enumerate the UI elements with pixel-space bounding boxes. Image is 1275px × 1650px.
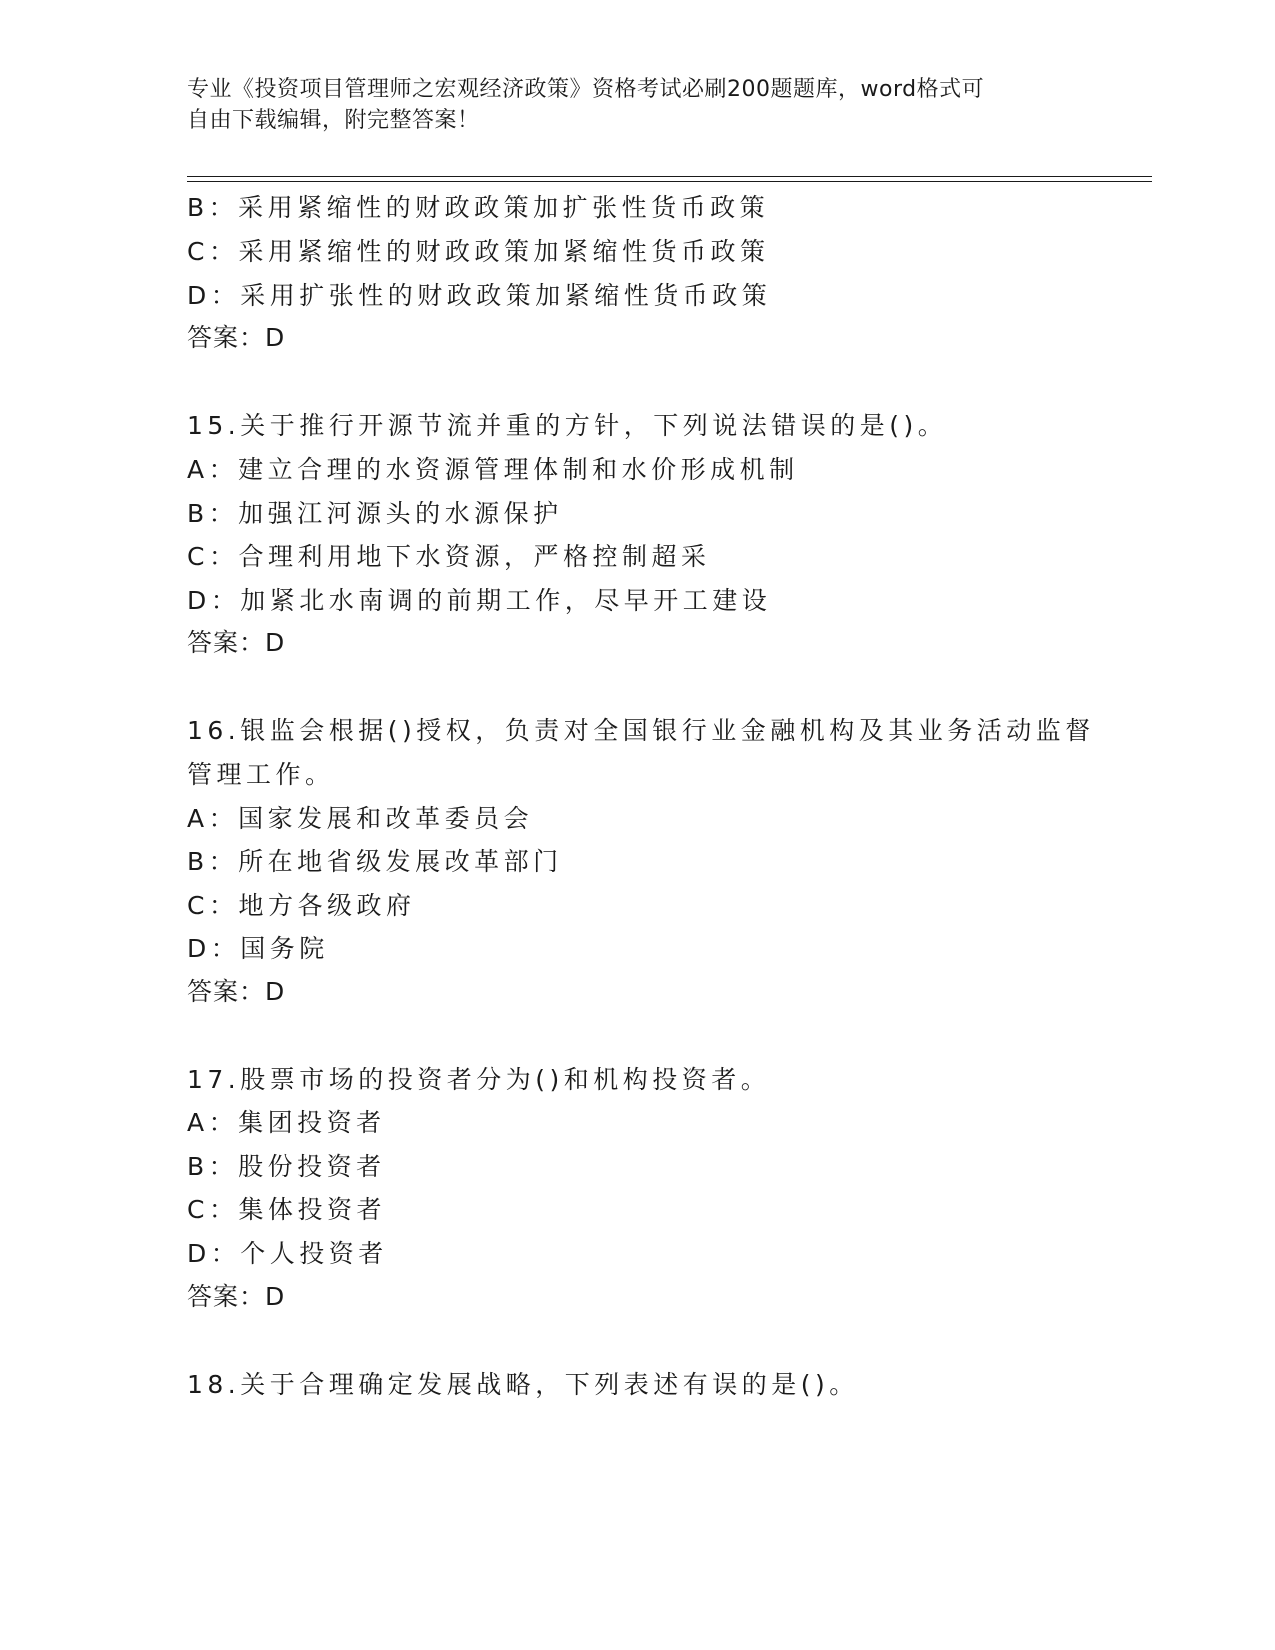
- question-17-option-c: C：集体投资者: [187, 1195, 386, 1224]
- prev-answer: 答案：D: [187, 323, 286, 352]
- header-line-1: 专业《投资项目管理师之宏观经济政策》资格考试必刷200题题库，word格式可: [187, 77, 985, 102]
- question-17-option-a: A：集团投资者: [187, 1108, 386, 1137]
- question-16-stem-cont: 管理工作。: [187, 760, 335, 789]
- header-divider-top: [187, 176, 1152, 177]
- question-15-stem: 15.关于推行开源节流并重的方针，下列说法错误的是()。: [187, 411, 948, 440]
- question-16-stem: 16.银监会根据()授权，负责对全国银行业金融机构及其业务活动监督: [187, 716, 1095, 745]
- question-17-option-b: B：股份投资者: [187, 1152, 386, 1181]
- question-16-answer: 答案：D: [187, 977, 286, 1006]
- prev-option-c: C：采用紧缩性的财政政策加紧缩性货币政策: [187, 237, 770, 266]
- question-16-option-d: D：国务院: [187, 934, 329, 963]
- question-17-answer: 答案：D: [187, 1282, 286, 1311]
- prev-option-b: B：采用紧缩性的财政政策加扩张性货币政策: [187, 193, 770, 222]
- document-header: [187, 74, 1087, 136]
- question-15-answer: 答案：D: [187, 628, 286, 657]
- question-16-option-b: B：所在地省级发展改革部门: [187, 847, 563, 876]
- header-divider-bottom: [187, 181, 1152, 182]
- question-18-stem: 18.关于合理确定发展战略，下列表述有误的是()。: [187, 1370, 859, 1399]
- question-16-option-a: A：国家发展和改革委员会: [187, 804, 534, 833]
- question-15-option-d: D：加紧北水南调的前期工作，尽早开工建设: [187, 586, 772, 615]
- question-15-option-c: C：合理利用地下水资源，严格控制超采: [187, 542, 711, 571]
- question-17-stem: 17.股票市场的投资者分为()和机构投资者。: [187, 1065, 771, 1094]
- header-line-2: 自由下载编辑，附完整答案！: [187, 108, 480, 133]
- question-15-option-b: B：加强江河源头的水源保护: [187, 499, 563, 528]
- question-15-option-a: A：建立合理的水资源管理体制和水价形成机制: [187, 455, 799, 484]
- prev-option-d: D：采用扩张性的财政政策加紧缩性货币政策: [187, 281, 772, 310]
- question-16-option-c: C：地方各级政府: [187, 891, 416, 920]
- question-17-option-d: D：个人投资者: [187, 1239, 388, 1268]
